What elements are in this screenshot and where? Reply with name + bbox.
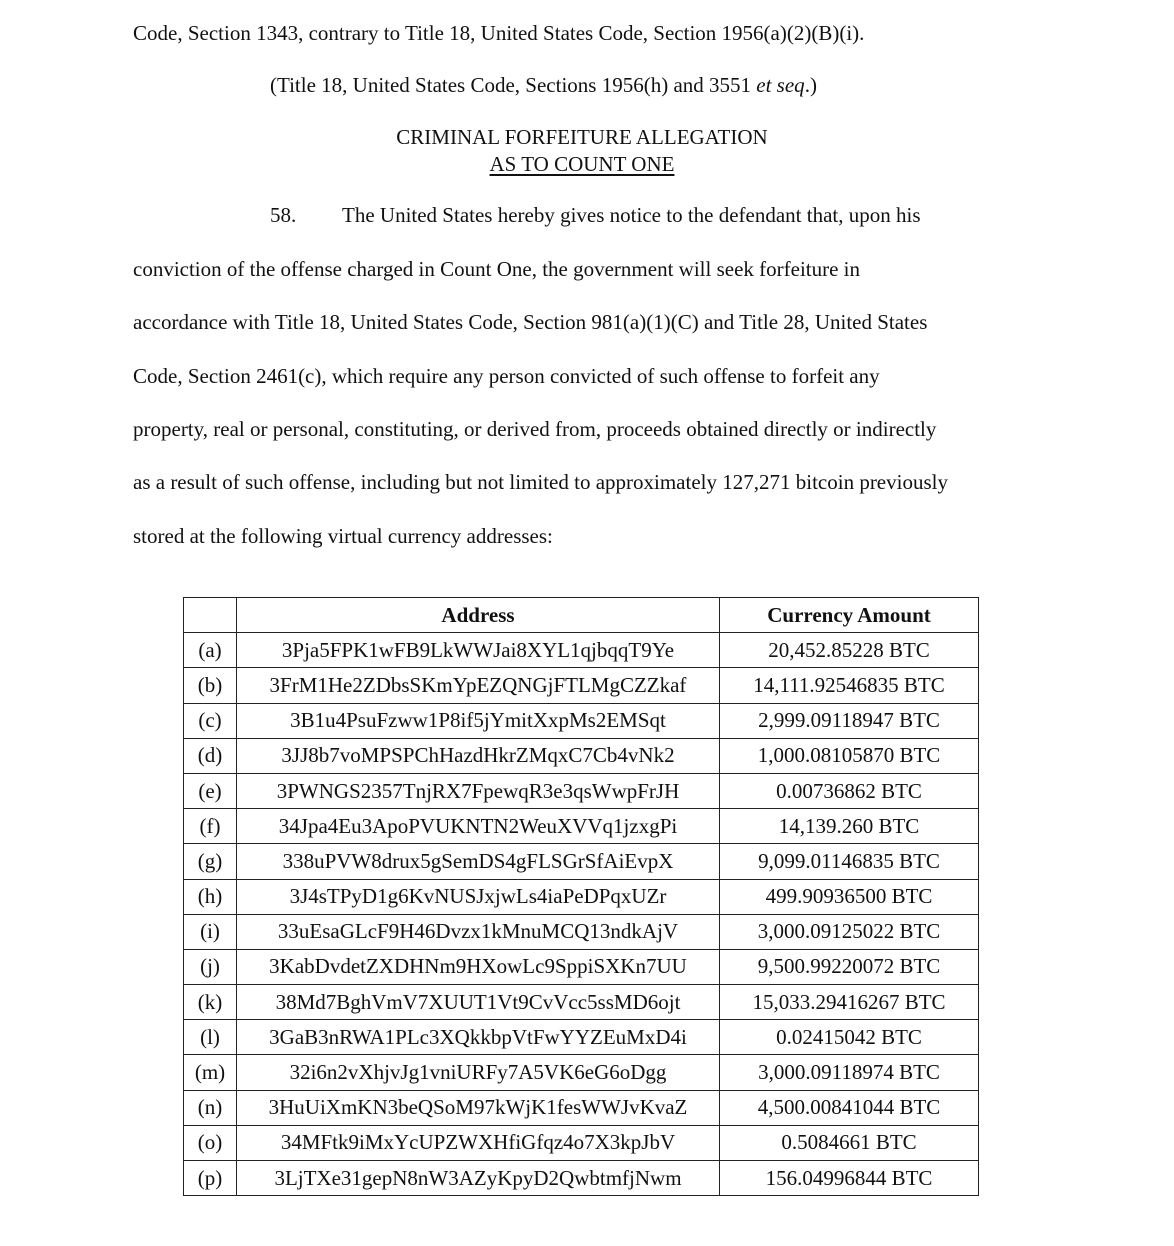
row-amount: 15,033.29416267 BTC	[720, 985, 979, 1020]
table-row	[184, 738, 979, 773]
table-row	[184, 914, 979, 949]
row-amount: 20,452.85228 BTC	[720, 633, 979, 668]
paragraph-line: conviction of the offense charged in Count One, the government will seek forfeiture in	[133, 257, 861, 281]
table-row	[184, 879, 979, 914]
citation-italic: et seq	[756, 73, 805, 97]
row-address: 34Jpa4Eu3ApoPVUKNTN2WeuXVVq1jzxgPi	[237, 809, 720, 844]
row-amount: 156.04996844 BTC	[720, 1161, 979, 1196]
paragraph-line: stored at the following virtual currency addresses:	[133, 524, 553, 548]
row-amount: 3,000.09118974 BTC	[720, 1055, 979, 1090]
row-amount: 3,000.09125022 BTC	[720, 914, 979, 949]
row-label: (f)	[184, 809, 237, 844]
row-label: (g)	[184, 844, 237, 879]
row-address: 3PWNGS2357TnjRX7FpewqR3e3qsWwpFrJH	[237, 773, 720, 808]
table-row	[184, 1161, 979, 1196]
paragraph-line: property, real or personal, constituting, or derived from, proceeds obtained directly or indirectly	[133, 417, 937, 441]
statutory-citation	[270, 72, 817, 98]
table-row	[184, 1020, 979, 1055]
row-amount: 2,999.09118947 BTC	[720, 703, 979, 738]
row-amount: 9,500.99220072 BTC	[720, 949, 979, 984]
row-amount: 0.02415042 BTC	[720, 1020, 979, 1055]
row-label: (l)	[184, 1020, 237, 1055]
row-label: (c)	[184, 703, 237, 738]
row-label: (a)	[184, 633, 237, 668]
table-row	[184, 703, 979, 738]
table-row	[184, 844, 979, 879]
row-amount: 9,099.01146835 BTC	[720, 844, 979, 879]
table-row	[184, 809, 979, 844]
row-amount: 0.5084661 BTC	[720, 1125, 979, 1160]
table-row	[184, 668, 979, 703]
row-address: 3B1u4PsuFzww1P8if5jYmitXxpMs2EMSqt	[237, 703, 720, 738]
continuation-line: Code, Section 1343, contrary to Title 18, United States Code, Section 1956(a)(2)(B)(i).	[133, 21, 865, 45]
row-address: 3FrM1He2ZDbsSKmYpEZQNGjFTLMgCZZkaf	[237, 668, 720, 703]
row-address: 338uPVW8drux5gSemDS4gFLSGrSfAiEvpX	[237, 844, 720, 879]
row-address: 3J4sTPyD1g6KvNUSJxjwLs4iaPeDPqxUZr	[237, 879, 720, 914]
paragraph-line: as a result of such offense, including but not limited to approximately 127,271 bitcoin previously	[133, 470, 948, 494]
row-amount: 14,139.260 BTC	[720, 809, 979, 844]
table-row	[184, 1125, 979, 1160]
row-address: 38Md7BghVmV7XUUT1Vt9CvVcc5ssMD6ojt	[237, 985, 720, 1020]
row-label: (b)	[184, 668, 237, 703]
table-row	[184, 949, 979, 984]
row-amount: 499.90936500 BTC	[720, 879, 979, 914]
row-address: 34MFtk9iMxYcUPZWXHfiGfqz4o7X3kpJbV	[237, 1125, 720, 1160]
row-address: 3Pja5FPK1wFB9LkWWJai8XYL1qjbqqT9Ye	[237, 633, 720, 668]
header-label	[184, 598, 237, 633]
row-label: (i)	[184, 914, 237, 949]
header-currency-amount: Currency Amount	[720, 598, 979, 633]
table-header-row	[184, 598, 979, 633]
paragraph-line: The United States hereby gives notice to the defendant that, upon his	[342, 203, 921, 227]
table-row	[184, 773, 979, 808]
row-label: (n)	[184, 1090, 237, 1125]
row-label: (h)	[184, 879, 237, 914]
section-subheading-text: AS TO COUNT ONE	[489, 152, 675, 176]
section-heading: CRIMINAL FORFEITURE ALLEGATION	[396, 125, 768, 149]
header-address: Address	[237, 598, 720, 633]
row-address: 3GaB3nRWA1PLc3XQkkbpVtFwYYZEuMxD4i	[237, 1020, 720, 1055]
row-amount: 4,500.00841044 BTC	[720, 1090, 979, 1125]
row-label: (k)	[184, 985, 237, 1020]
row-label: (j)	[184, 949, 237, 984]
paragraph-line: Code, Section 2461(c), which require any person convicted of such offense to forfeit any	[133, 364, 880, 388]
citation-prefix: (Title 18, United States Code, Sections 1956(h) and 3551	[270, 73, 757, 97]
row-address: 3KabDvdetZXDHNm9HXowLc9SppiSXKn7UU	[237, 949, 720, 984]
paragraph-number: 58.	[270, 203, 297, 227]
row-label: (m)	[184, 1055, 237, 1090]
row-amount: 14,111.92546835 BTC	[720, 668, 979, 703]
row-amount: 0.00736862 BTC	[720, 773, 979, 808]
citation-suffix: .)	[804, 73, 817, 97]
row-label: (o)	[184, 1125, 237, 1160]
row-amount: 1,000.08105870 BTC	[720, 738, 979, 773]
row-label: (e)	[184, 773, 237, 808]
row-address: 32i6n2vXhjvJg1vniURFy7A5VK6eG6oDgg	[237, 1055, 720, 1090]
row-address: 3HuUiXmKN3beQSoM97kWjK1fesWWJvKvaZ	[237, 1090, 720, 1125]
table-row	[184, 1055, 979, 1090]
row-label: (p)	[184, 1161, 237, 1196]
table-row	[184, 633, 979, 668]
table-row	[184, 985, 979, 1020]
row-address: 33uEsaGLcF9H46Dvzx1kMnuMCQ13ndkAjV	[237, 914, 720, 949]
table-row	[184, 1090, 979, 1125]
row-address: 3LjTXe31gepN8nW3AZyKpyD2QwbtmfjNwm	[237, 1161, 720, 1196]
row-label: (d)	[184, 738, 237, 773]
row-address: 3JJ8b7voMPSPChHazdHkrZMqxC7Cb4vNk2	[237, 738, 720, 773]
paragraph-first-line	[270, 202, 921, 228]
address-table	[183, 597, 979, 1196]
paragraph-line: accordance with Title 18, United States Code, Section 981(a)(1)(C) and Title 28, United States	[133, 310, 928, 334]
section-subheading	[0, 151, 1164, 177]
